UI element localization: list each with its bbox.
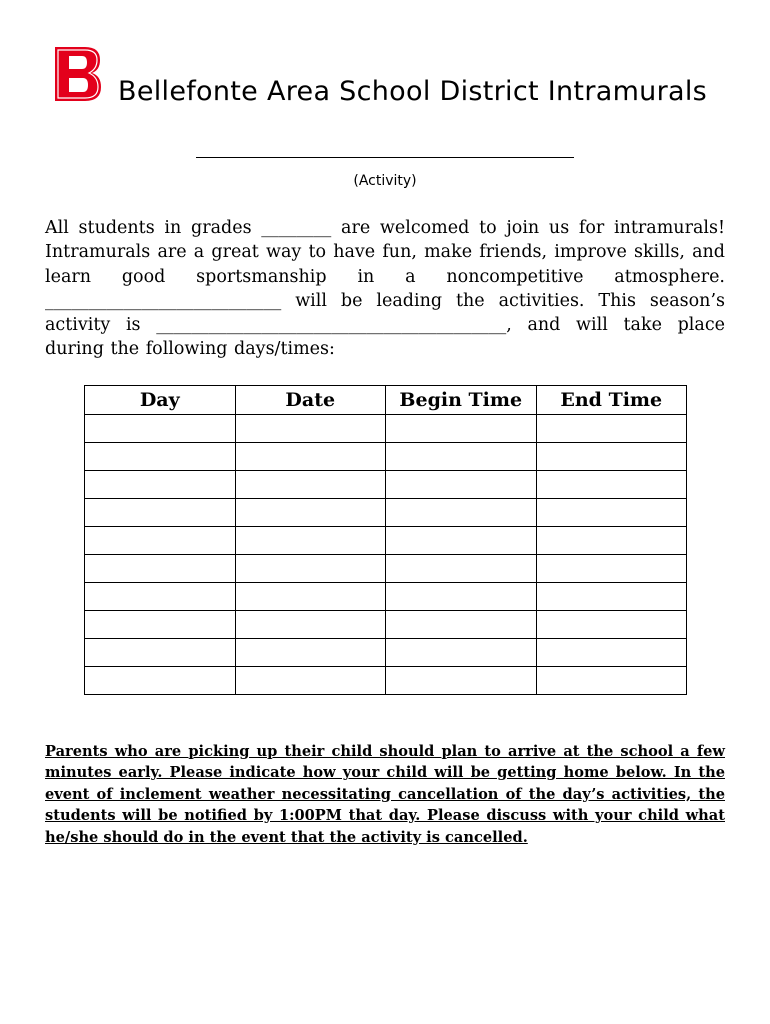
end-time-cell[interactable] [536, 499, 687, 527]
end-time-cell[interactable] [536, 611, 687, 639]
day-cell[interactable] [85, 471, 236, 499]
date-cell[interactable] [235, 639, 386, 667]
table-row [85, 555, 687, 583]
begin-time-cell[interactable] [386, 555, 537, 583]
activity-caption: (Activity) [353, 173, 417, 189]
begin-time-cell[interactable] [386, 583, 537, 611]
table-row [85, 611, 687, 639]
date-cell[interactable] [235, 527, 386, 555]
header-begin-time: Begin Time [386, 386, 537, 415]
table-row [85, 499, 687, 527]
activity-blank[interactable]: ________________________________________ [156, 315, 507, 336]
end-time-cell[interactable] [536, 555, 687, 583]
date-cell[interactable] [235, 667, 386, 695]
day-cell[interactable] [85, 639, 236, 667]
intro-paragraph [45, 216, 725, 362]
table-row [85, 471, 687, 499]
date-cell[interactable] [235, 555, 386, 583]
end-time-cell[interactable] [536, 667, 687, 695]
page-title: Bellefonte Area School District Intramurals [118, 76, 707, 107]
day-cell[interactable] [85, 611, 236, 639]
table-row [85, 415, 687, 443]
intro-text-2: are welcomed to join us for intramurals! Intramurals are a great way to have fun, make friends, improve skills, and learn good sportsmanship in a noncompetitive atmosphere. [45, 218, 725, 287]
header-day: Day [85, 386, 236, 415]
end-time-cell[interactable] [536, 527, 687, 555]
end-time-cell[interactable] [536, 639, 687, 667]
day-cell[interactable] [85, 499, 236, 527]
day-cell[interactable] [85, 667, 236, 695]
schedule-header-row [85, 386, 687, 415]
day-cell[interactable] [85, 443, 236, 471]
begin-time-cell[interactable] [386, 527, 537, 555]
begin-time-cell[interactable] [386, 415, 537, 443]
header-end-time: End Time [536, 386, 687, 415]
begin-time-cell[interactable] [386, 443, 537, 471]
day-cell[interactable] [85, 415, 236, 443]
end-time-cell[interactable] [536, 443, 687, 471]
activity-name-line[interactable] [196, 157, 574, 158]
date-cell[interactable] [235, 443, 386, 471]
end-time-cell[interactable] [536, 471, 687, 499]
table-row [85, 527, 687, 555]
begin-time-cell[interactable] [386, 499, 537, 527]
date-cell[interactable] [235, 415, 386, 443]
table-row [85, 443, 687, 471]
table-row [85, 639, 687, 667]
begin-time-cell[interactable] [386, 471, 537, 499]
logo-b-shape [55, 47, 101, 101]
school-b-logo [55, 47, 101, 101]
end-time-cell[interactable] [536, 583, 687, 611]
grades-blank[interactable]: ________ [261, 218, 332, 238]
date-cell[interactable] [235, 611, 386, 639]
date-cell[interactable] [235, 499, 386, 527]
intro-text-1: All students in grades [45, 218, 262, 238]
begin-time-cell[interactable] [386, 611, 537, 639]
leader-blank[interactable]: ___________________________ [45, 290, 282, 311]
intro-text-4: , and will take place during the following days/times: [45, 315, 725, 360]
begin-time-cell[interactable] [386, 639, 537, 667]
date-cell[interactable] [235, 471, 386, 499]
end-time-cell[interactable] [536, 415, 687, 443]
begin-time-cell[interactable] [386, 667, 537, 695]
date-cell[interactable] [235, 583, 386, 611]
header-date: Date [235, 386, 386, 415]
table-row [85, 583, 687, 611]
day-cell[interactable] [85, 527, 236, 555]
schedule-table [84, 385, 687, 695]
day-cell[interactable] [85, 583, 236, 611]
intro-text-3: will be leading the activities. This season’s activity is [45, 290, 725, 336]
day-cell[interactable] [85, 555, 236, 583]
table-row [85, 667, 687, 695]
parent-notice: Parents who are picking up their child should plan to arrive at the school a few minutes early. Please indicate how your child will be getting home below. In the event of inclement weather necessitating cancellation of the day’s activities, the students will be notified by 1:00PM that day. Please discuss with your child what he/she should do in the event that the activity is cancelled. [45, 743, 725, 846]
